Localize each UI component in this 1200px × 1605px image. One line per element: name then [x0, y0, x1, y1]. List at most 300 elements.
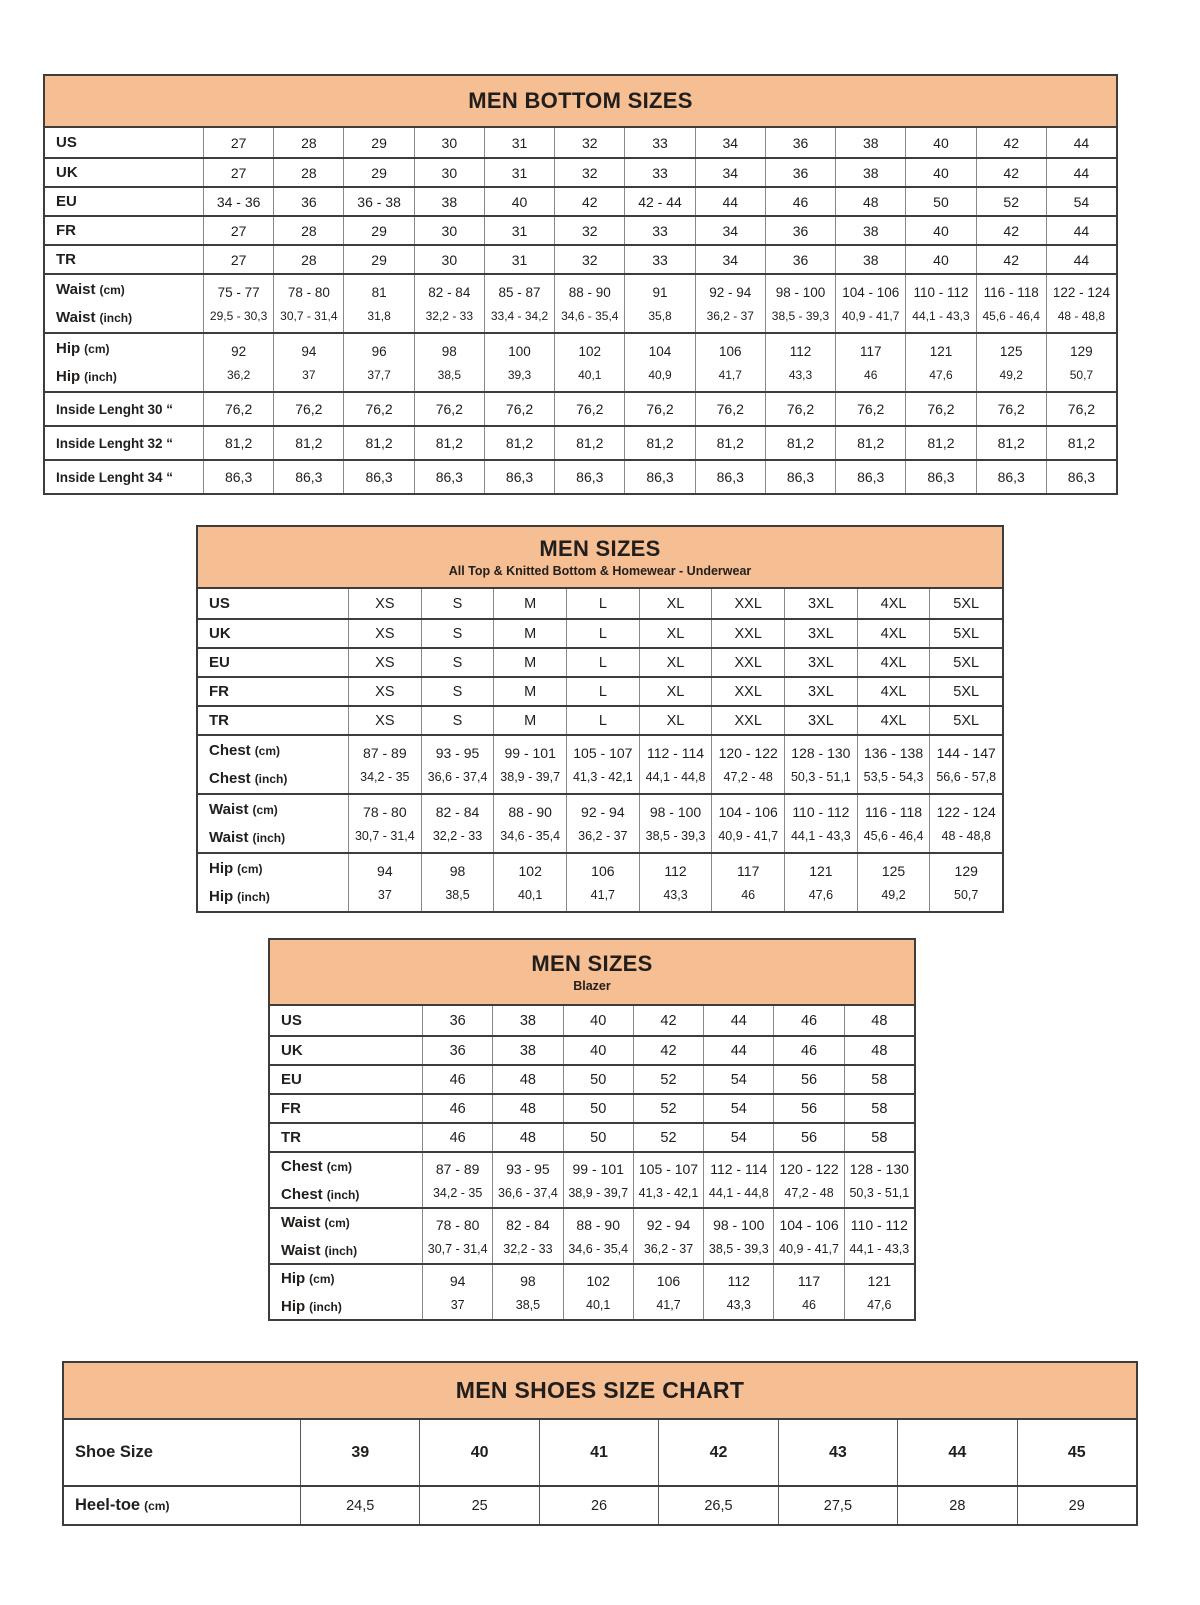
cell-value-cm: 122 - 124 [1052, 284, 1110, 300]
table-cell: 50 [563, 1095, 633, 1122]
cell-value-cm: 94 [301, 343, 317, 359]
cell-value-inch: 38,5 - 39,3 [771, 308, 830, 323]
table-cell [493, 736, 566, 793]
table-cell: 27,5 [778, 1487, 897, 1524]
cell-value-cm: 78 - 80 [287, 284, 330, 300]
row-label-text: TR [281, 1129, 301, 1146]
table-cell: 81,2 [273, 427, 343, 459]
table-cell [784, 854, 857, 911]
table-cell: 4XL [857, 678, 930, 705]
table-cell [554, 334, 624, 391]
cell-value-cm: 104 - 106 [718, 804, 778, 820]
cell-value-inch: 40,1 [586, 1297, 611, 1312]
table-cell: 46 [422, 1066, 492, 1093]
table-cell [273, 275, 343, 332]
table-cell: 4XL [857, 707, 930, 734]
table-cell: 81,2 [1046, 427, 1116, 459]
table-cell: 3XL [784, 707, 857, 734]
cell-value-cm: 106 [591, 863, 615, 879]
table-cell: 5XL [929, 620, 1002, 647]
cell-value-cm: 110 - 112 [792, 804, 850, 820]
table-cell: M [493, 707, 566, 734]
row-label [270, 1209, 422, 1263]
table-cell: 52 [633, 1066, 703, 1093]
row-label [270, 1037, 422, 1064]
table-cell: 34 [695, 159, 765, 186]
table-cell: 31 [484, 217, 554, 244]
table-cell: S [421, 707, 494, 734]
table-cell: 76,2 [273, 393, 343, 425]
cell-value-inch: 49,2 [881, 888, 906, 902]
table-cell: 36 - 38 [343, 188, 413, 215]
table-body [64, 1420, 1136, 1524]
cell-value-cm: 125 [999, 343, 1023, 359]
cell-value-inch: 34,6 - 35,4 [568, 1241, 629, 1256]
table-cell: XXL [711, 649, 784, 676]
row-label-line [56, 309, 132, 326]
row-label-unit: (cm) [309, 1271, 335, 1286]
table-cell: S [421, 649, 494, 676]
table-cell [421, 795, 494, 852]
table-cell: 45 [1017, 1420, 1136, 1485]
table-cell: 36 [273, 188, 343, 215]
table-cell [203, 275, 273, 332]
cell-value-cm: 94 [377, 863, 393, 879]
cell-value-inch: 38,5 [437, 367, 461, 382]
table-cell: 36 [422, 1037, 492, 1064]
table-cell: 36 [765, 217, 835, 244]
cell-value-inch: 36,2 [226, 367, 251, 382]
table-cell [976, 275, 1046, 332]
table-cell [976, 334, 1046, 391]
table-cell: 36 [422, 1006, 492, 1035]
table-cell: 86,3 [835, 461, 905, 493]
cell-value-inch: 29,5 - 30,3 [209, 308, 268, 323]
cell-value-inch: 41,3 - 42,1 [572, 770, 633, 784]
table-cell: 56 [773, 1066, 843, 1093]
cell-value-cm: 105 - 107 [573, 745, 633, 761]
table-cell [695, 334, 765, 391]
row-label [45, 393, 203, 425]
table-row [198, 647, 1002, 676]
table-cell: 5XL [929, 649, 1002, 676]
table-cell: 5XL [929, 707, 1002, 734]
row-label-line [281, 1158, 352, 1175]
cell-value-inch: 37 [450, 1297, 465, 1312]
cell-value-cm: 100 [508, 343, 531, 359]
table-cell [624, 275, 694, 332]
cell-value-inch: 40,1 [578, 367, 602, 382]
table-cell: L [566, 649, 639, 676]
row-label-line [281, 1270, 335, 1287]
cell-value-cm: 92 - 94 [581, 804, 625, 820]
table-row [45, 215, 1116, 244]
cell-value-inch: 35,8 [648, 308, 672, 323]
row-label [270, 1265, 422, 1319]
cell-value-cm: 120 - 122 [718, 745, 778, 761]
table-cell: 33 [624, 128, 694, 157]
table-row [270, 1263, 914, 1319]
cell-value-inch: 33,4 - 34,2 [490, 308, 549, 323]
table-cell: 31 [484, 159, 554, 186]
row-label-text: Waist [281, 1241, 321, 1259]
row-label-line [281, 1298, 342, 1315]
table-cell: 30 [414, 159, 484, 186]
table-cell: 81,2 [343, 427, 413, 459]
table-cell: 46 [773, 1006, 843, 1035]
table-cell: 86,3 [976, 461, 1046, 493]
cell-value-cm: 110 - 112 [850, 1216, 908, 1233]
cell-value-inch: 49,2 [999, 367, 1023, 382]
table-cell: 76,2 [765, 393, 835, 425]
table-cell: 42 - 44 [624, 188, 694, 215]
table-cell [343, 275, 413, 332]
row-label-text: Hip [56, 340, 81, 357]
cell-value-cm: 112 [727, 1272, 750, 1289]
cell-value-cm: 112 - 114 [646, 745, 705, 761]
cell-value-cm: 128 - 130 [791, 745, 851, 761]
row-label-text: US [209, 595, 230, 612]
row-label-line [209, 888, 270, 905]
table-cell [639, 795, 712, 852]
row-label-line [56, 340, 110, 357]
row-label-text: TR [56, 251, 76, 268]
cell-value-inch: 46 [864, 367, 878, 382]
table-cell: 76,2 [835, 393, 905, 425]
table-cell: 76,2 [484, 393, 554, 425]
row-label [45, 334, 203, 391]
table-cell: XXL [711, 589, 784, 618]
table-cell [1046, 334, 1116, 391]
row-label [45, 246, 203, 273]
row-label-unit: (cm) [326, 1159, 353, 1174]
table-row [270, 1151, 914, 1207]
table-cell [343, 334, 413, 391]
table-cell: 28 [273, 217, 343, 244]
cell-value-cm: 105 - 107 [638, 1160, 699, 1177]
cell-value-inch: 30,7 - 31,4 [280, 308, 338, 323]
table-cell: M [493, 589, 566, 618]
cell-value-cm: 92 [231, 343, 247, 359]
row-label [270, 1006, 422, 1035]
row-label-text: Chest [209, 770, 251, 787]
row-label-text: FR [281, 1100, 301, 1117]
table-cell: 76,2 [343, 393, 413, 425]
table-cell: XL [639, 649, 712, 676]
table-cell: 54 [703, 1095, 773, 1122]
table-cell: 81,2 [976, 427, 1046, 459]
table-row [45, 273, 1116, 332]
table-cell: 81,2 [414, 427, 484, 459]
cell-value-cm: 96 [371, 343, 387, 359]
table-cell: 86,3 [484, 461, 554, 493]
cell-value-inch: 41,7 [656, 1297, 681, 1312]
men-sizes-tops-table [196, 525, 1004, 913]
cell-value-cm: 122 - 124 [936, 804, 996, 820]
table-cell: XL [639, 707, 712, 734]
cell-value-inch: 31,8 [367, 308, 391, 323]
table-cell: S [421, 678, 494, 705]
cell-value-inch: 43,3 [788, 367, 813, 382]
cell-value-inch: 44,1 - 43,3 [849, 1241, 910, 1256]
cell-value-cm: 117 [737, 863, 760, 879]
table-cell: 28 [273, 128, 343, 157]
table-cell [844, 1153, 914, 1207]
row-label-text: Hip [209, 888, 234, 905]
row-label-line [281, 1242, 357, 1259]
table-cell: 40 [905, 159, 975, 186]
table-row [45, 391, 1116, 425]
row-label [270, 1066, 422, 1093]
table-cell: 44 [1046, 217, 1116, 244]
table-cell: 28 [897, 1487, 1016, 1524]
table-cell: L [566, 707, 639, 734]
table-cell: 50 [905, 188, 975, 215]
table-cell: 29 [343, 159, 413, 186]
cell-value-inch: 36,6 - 37,4 [498, 1185, 558, 1200]
cell-value-inch: 47,6 [867, 1297, 892, 1312]
table-cell: 86,3 [343, 461, 413, 493]
row-label-text: Hip [209, 860, 234, 877]
row-label [45, 461, 203, 493]
table-cell [905, 334, 975, 391]
table-cell [633, 1265, 703, 1319]
table-cell: 81,2 [695, 427, 765, 459]
row-label-unit: (cm) [237, 862, 263, 876]
table-row [198, 705, 1002, 734]
cell-value-inch: 41,7 [718, 367, 742, 382]
cell-value-cm: 78 - 80 [363, 804, 407, 820]
row-label-unit: (cm) [99, 283, 125, 297]
table-cell: XS [348, 678, 421, 705]
table-row [270, 1207, 914, 1263]
table-cell: 29 [343, 217, 413, 244]
table-cell: 44 [1046, 246, 1116, 273]
cell-value-cm: 112 [789, 343, 812, 359]
table-cell: 32 [554, 128, 624, 157]
table-cell: 86,3 [203, 461, 273, 493]
cell-value-inch: 47,6 [929, 367, 953, 382]
table-cell [273, 334, 343, 391]
cell-value-cm: 82 - 84 [506, 1216, 550, 1233]
cell-value-inch: 37,7 [367, 367, 391, 382]
row-label-text: UK [281, 1042, 303, 1059]
cell-value-inch: 45,6 - 46,4 [982, 308, 1040, 323]
table-cell: XS [348, 649, 421, 676]
cell-value-cm: 98 [520, 1272, 536, 1289]
cell-value-inch: 30,7 - 31,4 [354, 829, 415, 843]
table-cell [414, 275, 484, 332]
table-cell [929, 736, 1002, 793]
table-cell: 38 [492, 1006, 562, 1035]
table-cell: 54 [703, 1124, 773, 1151]
table-cell [421, 736, 494, 793]
row-label-text: US [56, 134, 77, 151]
row-label-text: Chest [281, 1157, 323, 1175]
cell-value-inch: 32,2 - 33 [503, 1241, 553, 1256]
table-cell: 27 [203, 246, 273, 273]
row-label-line [281, 1186, 359, 1203]
table-cell [633, 1153, 703, 1207]
table-cell [703, 1153, 773, 1207]
row-label [270, 1124, 422, 1151]
table-cell [348, 854, 421, 911]
cell-value-inch: 36,6 - 37,4 [427, 770, 488, 784]
table-cell: 30 [414, 246, 484, 273]
row-label [45, 217, 203, 244]
table-cell: 42 [976, 246, 1046, 273]
cell-value-cm: 121 [809, 863, 833, 879]
table-cell: 46 [422, 1095, 492, 1122]
table-cell: 44 [703, 1037, 773, 1064]
cell-value-cm: 125 [881, 863, 906, 879]
cell-value-inch: 56,6 - 57,8 [936, 770, 997, 784]
cell-value-cm: 129 [1070, 343, 1093, 359]
cell-value-inch: 50,3 - 51,1 [849, 1185, 910, 1200]
row-label-line [209, 801, 278, 818]
cell-value-cm: 102 [518, 863, 542, 879]
cell-value-inch: 34,2 - 35 [360, 770, 410, 784]
table-cell: L [566, 620, 639, 647]
table-cell [784, 736, 857, 793]
cell-value-inch: 37 [302, 367, 316, 382]
table-cell: 76,2 [976, 393, 1046, 425]
cell-value-inch: 37 [377, 888, 392, 902]
row-label-text: Waist [209, 801, 249, 818]
cell-value-cm: 93 - 95 [435, 745, 480, 761]
table-row [198, 589, 1002, 618]
table-cell: 34 [695, 246, 765, 273]
table-cell [348, 795, 421, 852]
table-cell [421, 854, 494, 911]
table-cell [492, 1153, 562, 1207]
table-cell [929, 854, 1002, 911]
table-cell: XXL [711, 620, 784, 647]
table-cell: L [566, 589, 639, 618]
table-cell: 52 [633, 1095, 703, 1122]
cell-value-cm: 102 [586, 1272, 610, 1289]
table-cell: 38 [835, 159, 905, 186]
table-cell: 31 [484, 128, 554, 157]
table-cell: 38 [835, 128, 905, 157]
table-cell: 81,2 [554, 427, 624, 459]
row-label-unit: (inch) [309, 1299, 342, 1314]
row-label-unit: (inch) [254, 772, 288, 786]
row-label [198, 678, 348, 705]
table-row [198, 734, 1002, 793]
table-cell: 54 [703, 1066, 773, 1093]
table-cell: 48 [492, 1066, 562, 1093]
table-row [198, 618, 1002, 647]
table-subtitle: Blazer [573, 979, 611, 993]
table-cell [566, 854, 639, 911]
row-label-unit: (inch) [99, 311, 133, 325]
cell-value-inch: 46 [802, 1297, 816, 1312]
table-cell: 4XL [857, 589, 930, 618]
table-cell [422, 1265, 492, 1319]
table-cell: 42 [658, 1420, 777, 1485]
table-cell: 3XL [784, 620, 857, 647]
table-cell: 46 [422, 1124, 492, 1151]
table-cell: 42 [633, 1006, 703, 1035]
table-cell: 46 [765, 188, 835, 215]
cell-value-cm: 87 - 89 [363, 745, 407, 761]
table-cell: 29 [343, 246, 413, 273]
table-cell: XS [348, 589, 421, 618]
table-cell [492, 1265, 562, 1319]
table-row [198, 852, 1002, 911]
men-shoes-size-chart-table [62, 1361, 1138, 1526]
table-cell: 86,3 [624, 461, 694, 493]
cell-value-cm: 116 - 118 [864, 804, 923, 820]
table-cell: 36 [765, 159, 835, 186]
table-cell: XXL [711, 678, 784, 705]
table-cell: 40 [563, 1006, 633, 1035]
table-cell: 40 [905, 217, 975, 244]
table-cell: 46 [773, 1037, 843, 1064]
table-title: MEN SHOES SIZE CHART [455, 1377, 745, 1403]
cell-value-inch: 36,2 - 37 [706, 308, 754, 323]
cell-value-inch: 43,3 [663, 888, 688, 902]
cell-value-inch: 40,9 - 41,7 [779, 1241, 839, 1256]
table-cell [422, 1209, 492, 1263]
table-cell: 38 [835, 246, 905, 273]
row-label-unit: (inch) [324, 1243, 358, 1258]
table-cell: 5XL [929, 589, 1002, 618]
table-cell: 43 [778, 1420, 897, 1485]
cell-value-cm: 104 - 106 [779, 1216, 839, 1233]
row-label-line [209, 742, 280, 759]
table-row [198, 793, 1002, 852]
table-cell: 4XL [857, 620, 930, 647]
table-cell [765, 275, 835, 332]
row-label-text: Heel-toe [75, 1496, 141, 1514]
cell-value-inch: 40,9 - 41,7 [718, 829, 779, 843]
men-bottom-sizes-table [43, 74, 1118, 495]
table-cell [566, 736, 639, 793]
table-cell: 40 [905, 128, 975, 157]
table-cell: 81,2 [203, 427, 273, 459]
table-cell [711, 854, 784, 911]
table-cell: 34 - 36 [203, 188, 273, 215]
table-title-bar [64, 1363, 1136, 1420]
row-label [198, 854, 348, 911]
table-cell: 81,2 [624, 427, 694, 459]
table-cell: 36 [765, 246, 835, 273]
cell-value-inch: 48 - 48,8 [1057, 308, 1106, 323]
table-cell: S [421, 589, 494, 618]
table-cell: 86,3 [273, 461, 343, 493]
table-cell [203, 334, 273, 391]
table-cell: 42 [976, 159, 1046, 186]
table-cell: 58 [844, 1066, 914, 1093]
row-label [64, 1487, 300, 1524]
table-cell: 42 [976, 128, 1046, 157]
table-cell [773, 1265, 843, 1319]
table-cell: 3XL [784, 589, 857, 618]
table-cell: 38 [492, 1037, 562, 1064]
table-cell [633, 1209, 703, 1263]
table-cell: 50 [563, 1124, 633, 1151]
cell-value-inch: 47,2 - 48 [784, 1185, 834, 1200]
cell-value-inch: 43,3 [726, 1297, 751, 1312]
table-title-bar [270, 940, 914, 1006]
row-label-line [56, 281, 125, 298]
row-label [45, 275, 203, 332]
table-cell: XXL [711, 707, 784, 734]
table-cell: 86,3 [1046, 461, 1116, 493]
table-cell: L [566, 678, 639, 705]
